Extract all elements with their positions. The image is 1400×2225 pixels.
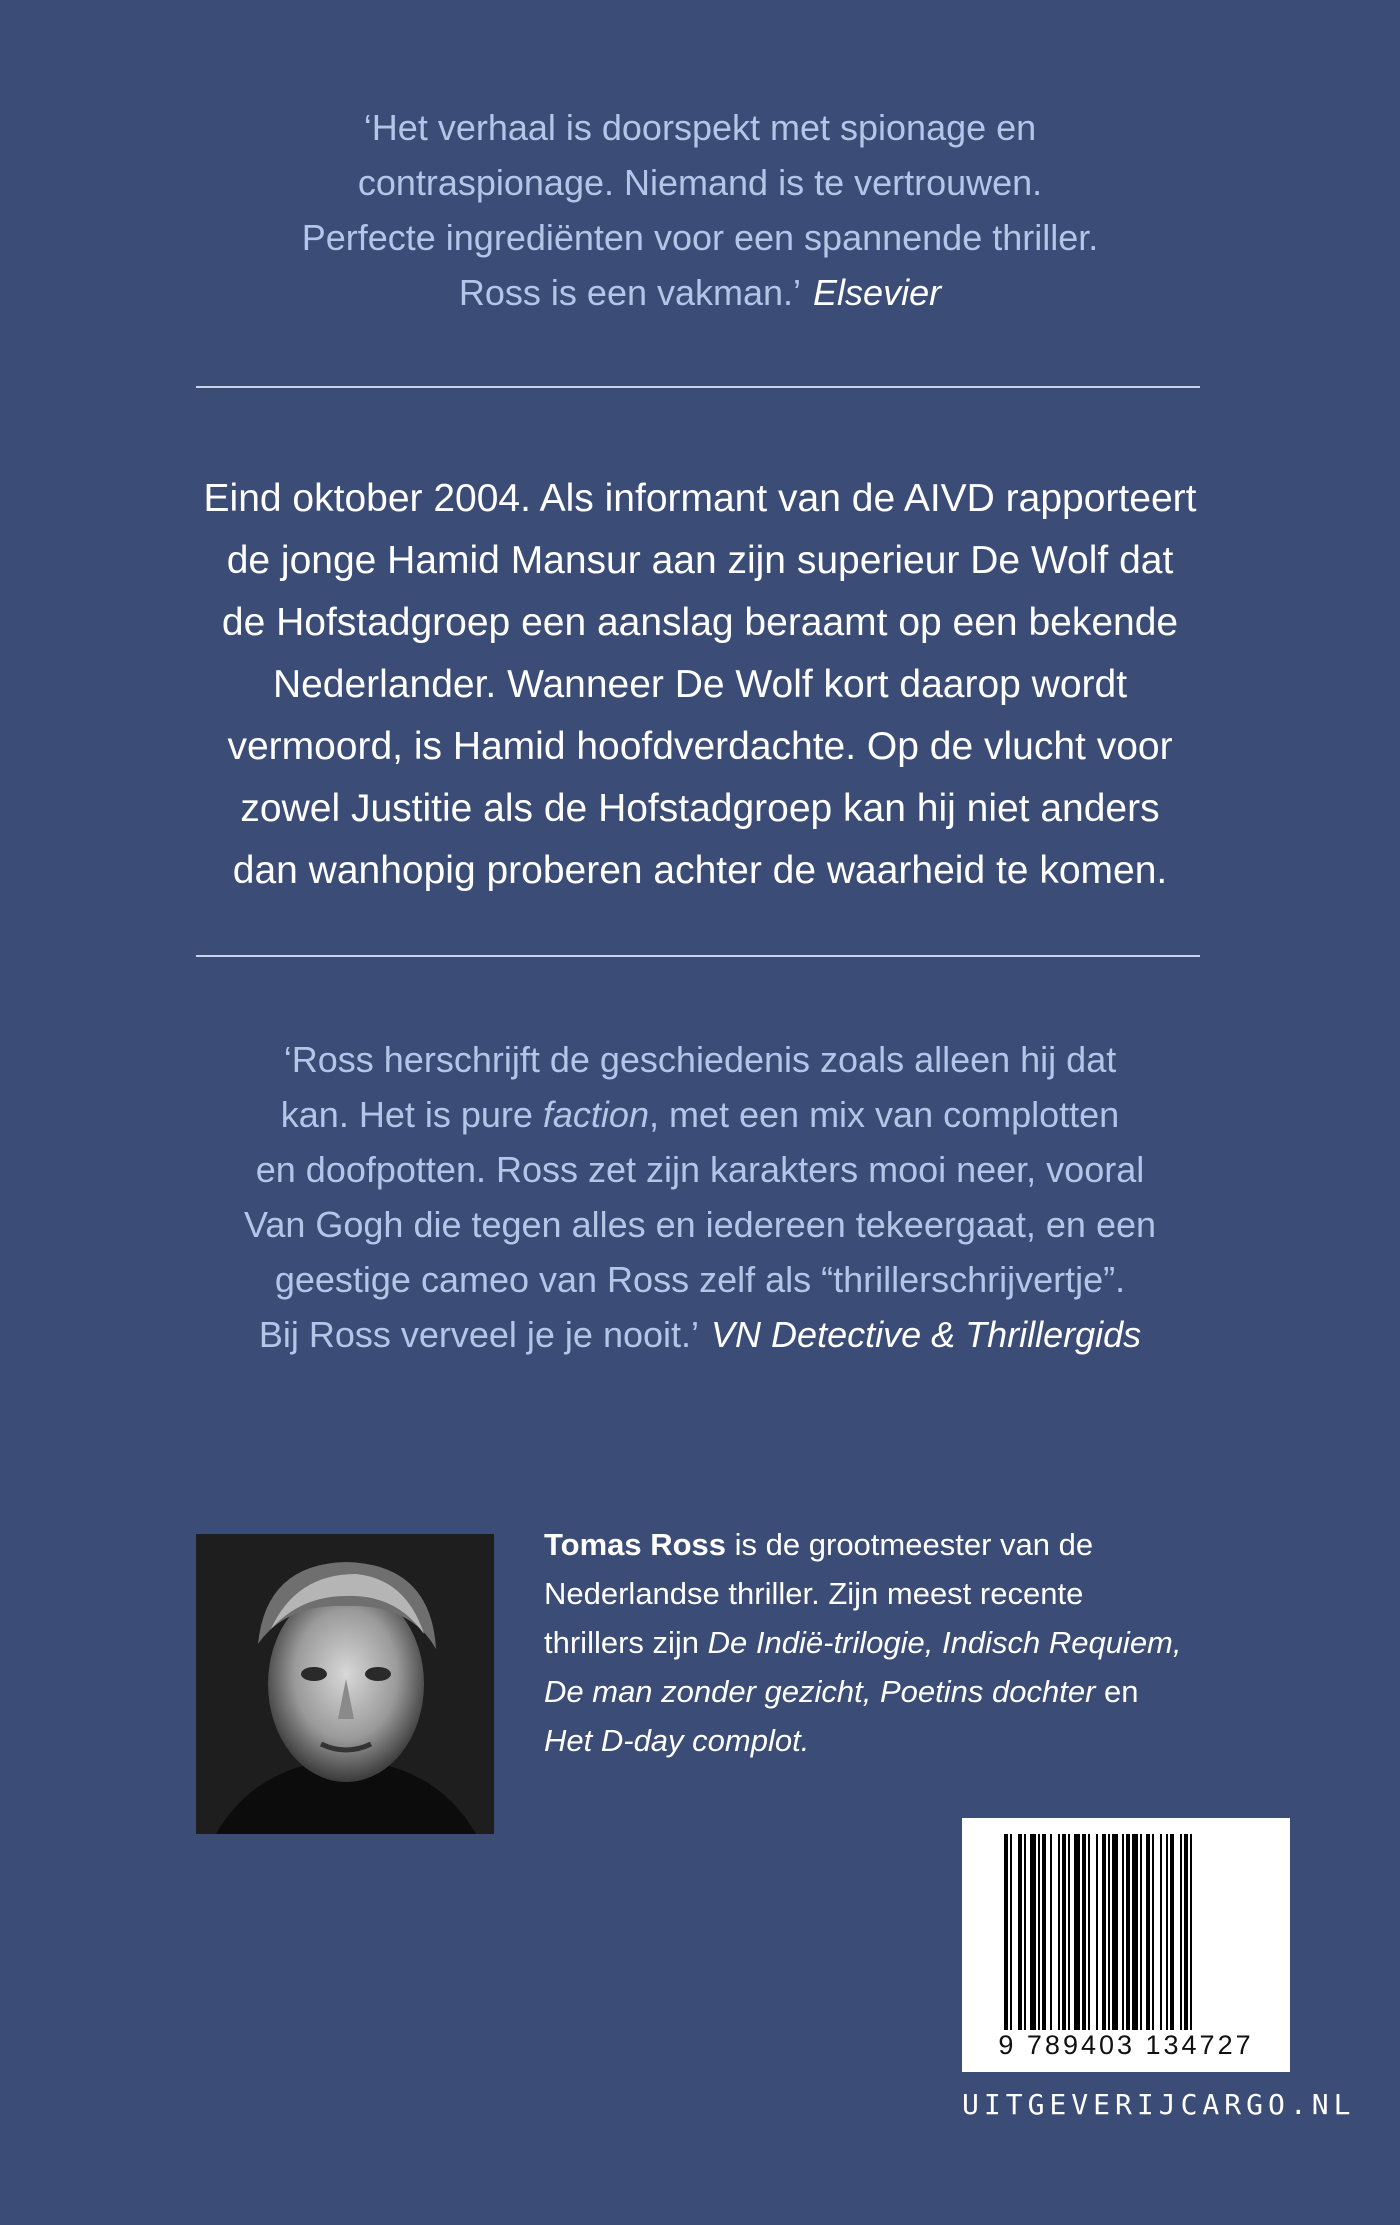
quote-line [150,265,1250,320]
isbn-number: 9 789403 134727 [998,2030,1254,2060]
divider [196,955,1200,957]
quote-line: Van Gogh die tegen alles en iedereen tekeergaat, en een [243,1204,1157,1245]
review-quote-elsevier [150,100,1250,320]
bio-titles: De Indië-trilogie, Indisch Requiem, De man zonder gezicht, Poetins dochter [544,1625,1182,1709]
bio-text: is de grootmeester van de Nederlandse thriller. Zijn meest recente thrillers zijn [544,1527,1094,1660]
blurb-line: de Hofstadgroep een aanslag beraamt op een bekende [221,601,1179,644]
divider [196,386,1200,388]
quote-line: Perfecte ingrediënten voor een spannende thriller. [301,217,1099,258]
quote-line: ‘Ross herschrijft de geschiedenis zoals alleen hij dat [283,1039,1117,1080]
bio-titles: Het D-day complot. [544,1723,810,1758]
blurb-line: zowel Justitie als de Hofstadgroep kan hij niet anders [240,787,1160,830]
quote-line: contraspionage. Niemand is te vertrouwen. [357,162,1043,203]
publisher-website: UITGEVERIJCARGO.NL [962,2088,1356,2121]
quote-line: ‘Het verhaal is doorspekt met spionage en [363,107,1037,148]
barcode [962,1818,1290,2072]
quote-source: Elsevier [813,272,942,313]
quote-text: Ross is een vakman.’ [458,272,802,313]
quote-text: Bij Ross verveel je je nooit.’ [258,1314,700,1355]
author-portrait-icon [196,1534,494,1834]
quote-emphasis: faction [542,1094,649,1135]
quote-line [150,1087,1250,1142]
barcode-bars-icon [1004,1834,1248,2030]
blurb-line: vermoord, is Hamid hoofdverdachte. Op de vlucht voor [227,725,1173,768]
review-quote-vn [150,1032,1250,1362]
blurb-line: Eind oktober 2004. Als informant van de AIVD rapporteert [203,477,1197,520]
blurb-line: de jonge Hamid Mansur aan zijn superieur De Wolf dat [226,539,1174,582]
quote-line: geestige cameo van Ross zelf als “thrillerschrijvertje”. [274,1259,1126,1300]
quote-line [150,1307,1250,1362]
quote-source: VN Detective & Thrillergids [711,1314,1142,1355]
book-blurb [140,468,1260,902]
blurb-line: Nederlander. Wanneer De Wolf kort daarop wordt [272,663,1128,706]
quote-line: en doofpotten. Ross zet zijn karakters mooi neer, vooral [255,1149,1145,1190]
author-bio [544,1520,1184,1765]
blurb-line: dan wanhopig proberen achter de waarheid te komen. [232,849,1168,892]
bio-text: en [1095,1674,1139,1709]
quote-text: , met een mix van complotten [648,1094,1120,1135]
quote-text: kan. Het is pure [280,1094,543,1135]
author-photo [196,1534,494,1834]
author-name: Tomas Ross [544,1527,727,1562]
